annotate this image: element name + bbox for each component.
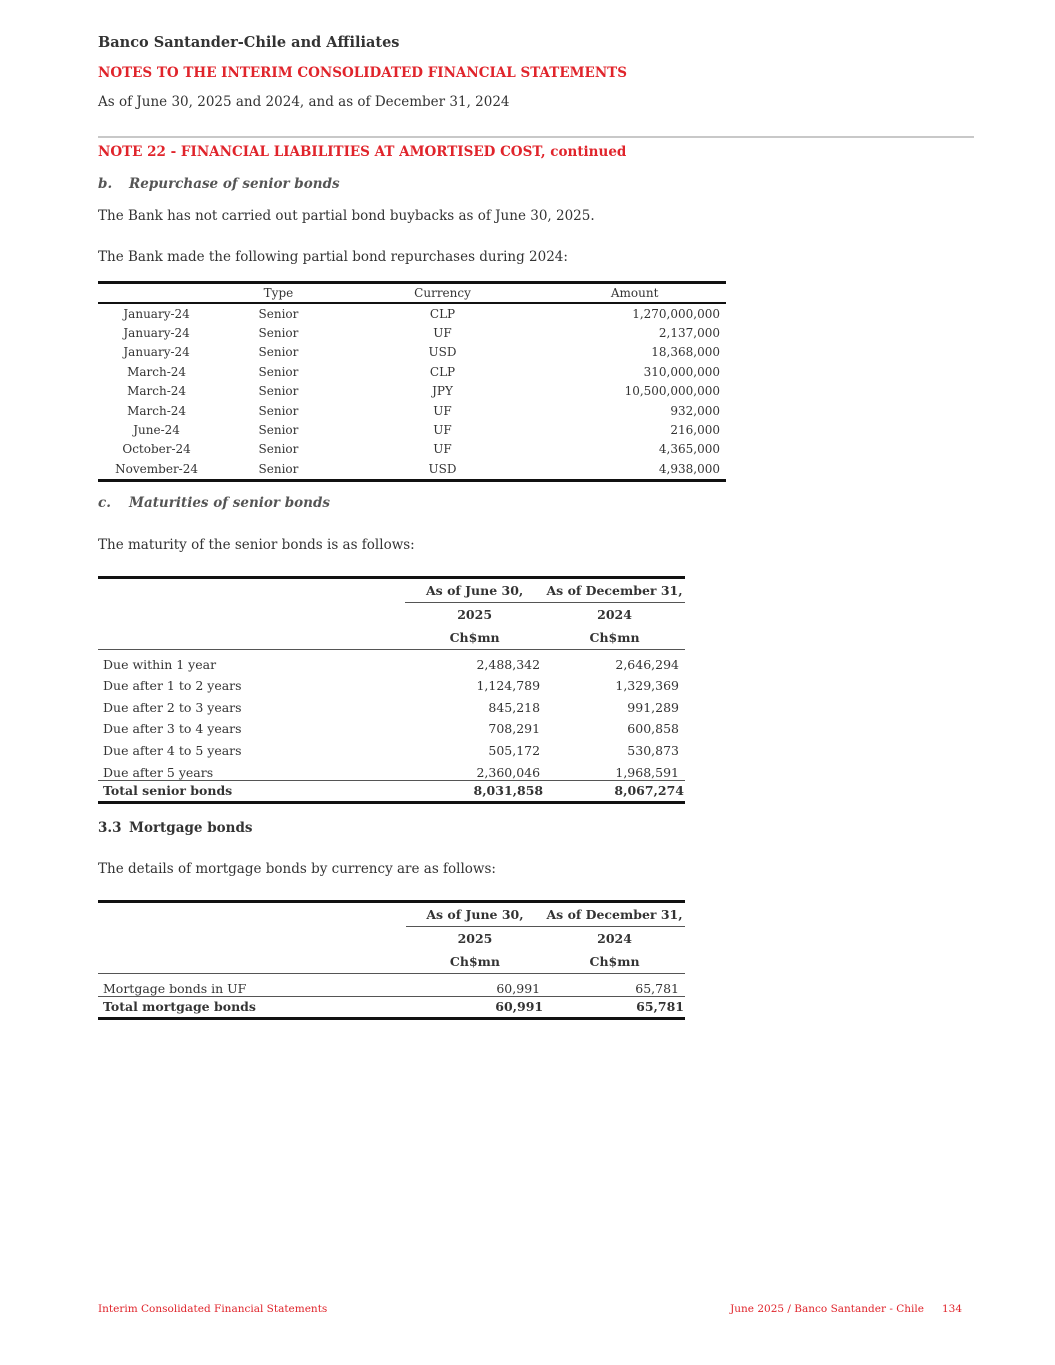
- row-value-2025: 60,991: [496, 980, 541, 996]
- row-value-2025: 2,360,046: [476, 764, 541, 780]
- repurchase-amount: 310,000,000: [643, 364, 720, 379]
- maturities-header-row-1: [98, 578, 685, 603]
- repurchase-type: Senior: [258, 306, 299, 321]
- repurchase-date: November-24: [98, 459, 215, 480]
- maturities-col2-unit: Ch$mn: [544, 626, 685, 650]
- section-b-title: Repurchase of senior bonds: [129, 176, 340, 192]
- note-title: NOTE 22 - FINANCIAL LIABILITIES AT AMORTISED COST, continued: [98, 144, 627, 160]
- repurchase-currency: UF: [433, 423, 452, 438]
- repurchase-currency: USD: [342, 459, 544, 480]
- row-value-2025: 1,124,789: [476, 678, 541, 694]
- repurchase-amount: 18,368,000: [651, 345, 720, 360]
- row-value-2025: 845,218: [488, 699, 541, 715]
- repurchase-currency: CLP: [429, 306, 456, 321]
- row-label: Due after 1 to 2 years: [103, 678, 242, 694]
- total-row: [98, 780, 685, 802]
- row-value-2024: 530,873: [627, 742, 679, 758]
- maturities-col1-unit: Ch$mn: [405, 626, 544, 650]
- row-value-2025: 505,172: [488, 742, 541, 758]
- table-row: [98, 459, 726, 480]
- mortgage-header-row-2: [98, 927, 685, 951]
- section-3-3-paragraph: The details of mortgage bonds by currency are as follows:: [98, 861, 496, 877]
- maturities-header-row-3: [98, 626, 685, 650]
- mortgage-table: [98, 900, 685, 1020]
- mortgage-col2-unit: Ch$mn: [544, 950, 685, 974]
- table-row: [98, 693, 685, 715]
- repurchase-type: Senior: [258, 423, 299, 438]
- repurchase-currency: UF: [433, 403, 452, 418]
- row-value-2024: 600,858: [627, 721, 679, 737]
- total-value-2025: 8,031,858: [405, 780, 544, 802]
- repurchase-table: [98, 281, 726, 482]
- section-c-title: Maturities of senior bonds: [129, 495, 330, 511]
- section-c-heading: [98, 495, 330, 511]
- repurchase-amount: 216,000: [670, 423, 720, 438]
- row-value-2024: 65,781: [635, 980, 679, 996]
- table-row: [98, 362, 726, 381]
- row-value-2024: 1,968,591: [615, 764, 679, 780]
- repurchase-date: October-24: [122, 442, 191, 457]
- repurchase-amount: 10,500,000,000: [624, 384, 720, 399]
- section-b-paragraph-2: The Bank made the following partial bond repurchases during 2024:: [98, 249, 568, 265]
- table-row: [98, 401, 726, 420]
- repurchase-type: Senior: [215, 459, 342, 480]
- mortgage-col2-header: As of December 31,: [544, 902, 685, 927]
- repurchase-header-row: [98, 283, 726, 304]
- section-3-3-number: 3.3: [98, 820, 122, 836]
- repurchase-amount: 932,000: [670, 403, 720, 418]
- repurchase-date: March-24: [127, 384, 187, 399]
- repurchase-date: January-24: [123, 306, 190, 321]
- section-b-heading: [98, 176, 340, 192]
- repurchase-header-type: Type: [215, 283, 342, 304]
- section-c-paragraph: The maturity of the senior bonds is as follows:: [98, 537, 415, 553]
- maturities-col1-year: 2025: [457, 607, 493, 622]
- total-label: Total senior bonds: [98, 780, 405, 802]
- mortgage-header-row-1: [98, 902, 685, 927]
- total-value-2024: 8,067,274: [544, 780, 685, 802]
- maturities-header-row-2: [98, 603, 685, 627]
- section-3-3-heading: [98, 820, 253, 836]
- table-row: [98, 715, 685, 737]
- footer-right: [730, 1303, 962, 1315]
- row-value-2024: 2,646,294: [615, 656, 679, 672]
- footer-source: June 2025 / Banco Santander - Chile: [730, 1303, 924, 1315]
- period-subtitle: As of June 30, 2025 and 2024, and as of December 31, 2024: [98, 94, 510, 110]
- total-value-2024: 65,781: [544, 996, 685, 1018]
- repurchase-type: Senior: [258, 364, 299, 379]
- mortgage-col1-unit: Ch$mn: [406, 950, 544, 974]
- mortgage-col1-year: 2025: [457, 931, 493, 946]
- table-row: [98, 343, 726, 362]
- repurchase-type: Senior: [258, 345, 299, 360]
- header-divider: [98, 136, 974, 138]
- repurchase-header-date: [98, 283, 215, 304]
- repurchase-type: Senior: [258, 326, 299, 341]
- repurchase-currency: CLP: [429, 364, 456, 379]
- section-b-paragraph-1: The Bank has not carried out partial bond buybacks as of June 30, 2025.: [98, 208, 595, 224]
- row-value-2025: 708,291: [488, 721, 541, 737]
- row-label: Due after 3 to 4 years: [103, 721, 242, 737]
- repurchase-type: Senior: [258, 384, 299, 399]
- page-number: 134: [941, 1303, 962, 1315]
- footer-document-title: Interim Consolidated Financial Statements: [98, 1303, 328, 1315]
- row-value-2025: 2,488,342: [476, 656, 541, 672]
- company-name: Banco Santander-Chile and Affiliates: [98, 34, 400, 51]
- repurchase-amount: 2,137,000: [658, 326, 720, 341]
- row-value-2024: 1,329,369: [615, 678, 679, 694]
- mortgage-col1-header: As of June 30,: [406, 902, 544, 927]
- mortgage-col2-year: 2024: [597, 931, 632, 946]
- repurchase-date: January-24: [123, 326, 190, 341]
- maturities-col2-year: 2024: [597, 607, 632, 622]
- table-row: [98, 736, 685, 758]
- repurchase-header-currency: Currency: [342, 283, 544, 304]
- table-row: [98, 974, 685, 997]
- table-row: [98, 420, 726, 439]
- repurchase-currency: USD: [428, 345, 457, 360]
- total-label: Total mortgage bonds: [98, 996, 406, 1018]
- total-row: [98, 996, 685, 1018]
- repurchase-amount: 4,365,000: [658, 442, 720, 457]
- row-label: Due after 4 to 5 years: [103, 742, 242, 758]
- maturities-col1-header: As of June 30,: [405, 578, 544, 603]
- repurchase-type: Senior: [258, 442, 299, 457]
- repurchase-date: March-24: [127, 403, 187, 418]
- table-row: [98, 672, 685, 694]
- table-row: [98, 382, 726, 401]
- repurchase-date: March-24: [127, 364, 187, 379]
- section-c-letter: c.: [98, 495, 111, 511]
- maturities-col2-header: As of December 31,: [544, 578, 685, 603]
- repurchase-date: June-24: [133, 423, 180, 438]
- section-b-letter: b.: [98, 176, 113, 192]
- repurchase-date: January-24: [123, 345, 190, 360]
- repurchase-amount: 1,270,000,000: [632, 306, 720, 321]
- row-label: Due after 5 years: [103, 764, 214, 780]
- mortgage-header-row-3: [98, 950, 685, 974]
- table-row: [98, 323, 726, 342]
- row-value-2024: 991,289: [627, 699, 679, 715]
- repurchase-currency: UF: [433, 442, 452, 457]
- repurchase-amount: 4,938,000: [543, 459, 726, 480]
- total-value-2025: 60,991: [406, 996, 544, 1018]
- maturities-table: [98, 576, 685, 804]
- table-row: [98, 758, 685, 780]
- repurchase-currency: UF: [433, 326, 452, 341]
- table-row: [98, 303, 726, 323]
- repurchase-header-amount: Amount: [543, 283, 726, 304]
- table-row: [98, 440, 726, 459]
- table-row: [98, 650, 685, 672]
- row-label: Due within 1 year: [103, 656, 217, 672]
- section-3-3-title: Mortgage bonds: [129, 820, 253, 836]
- notes-title: NOTES TO THE INTERIM CONSOLIDATED FINANCIAL STATEMENTS: [98, 65, 627, 81]
- repurchase-type: Senior: [258, 403, 299, 418]
- row-label: Due after 2 to 3 years: [103, 699, 242, 715]
- row-label: Mortgage bonds in UF: [103, 980, 247, 996]
- repurchase-currency: JPY: [432, 384, 453, 399]
